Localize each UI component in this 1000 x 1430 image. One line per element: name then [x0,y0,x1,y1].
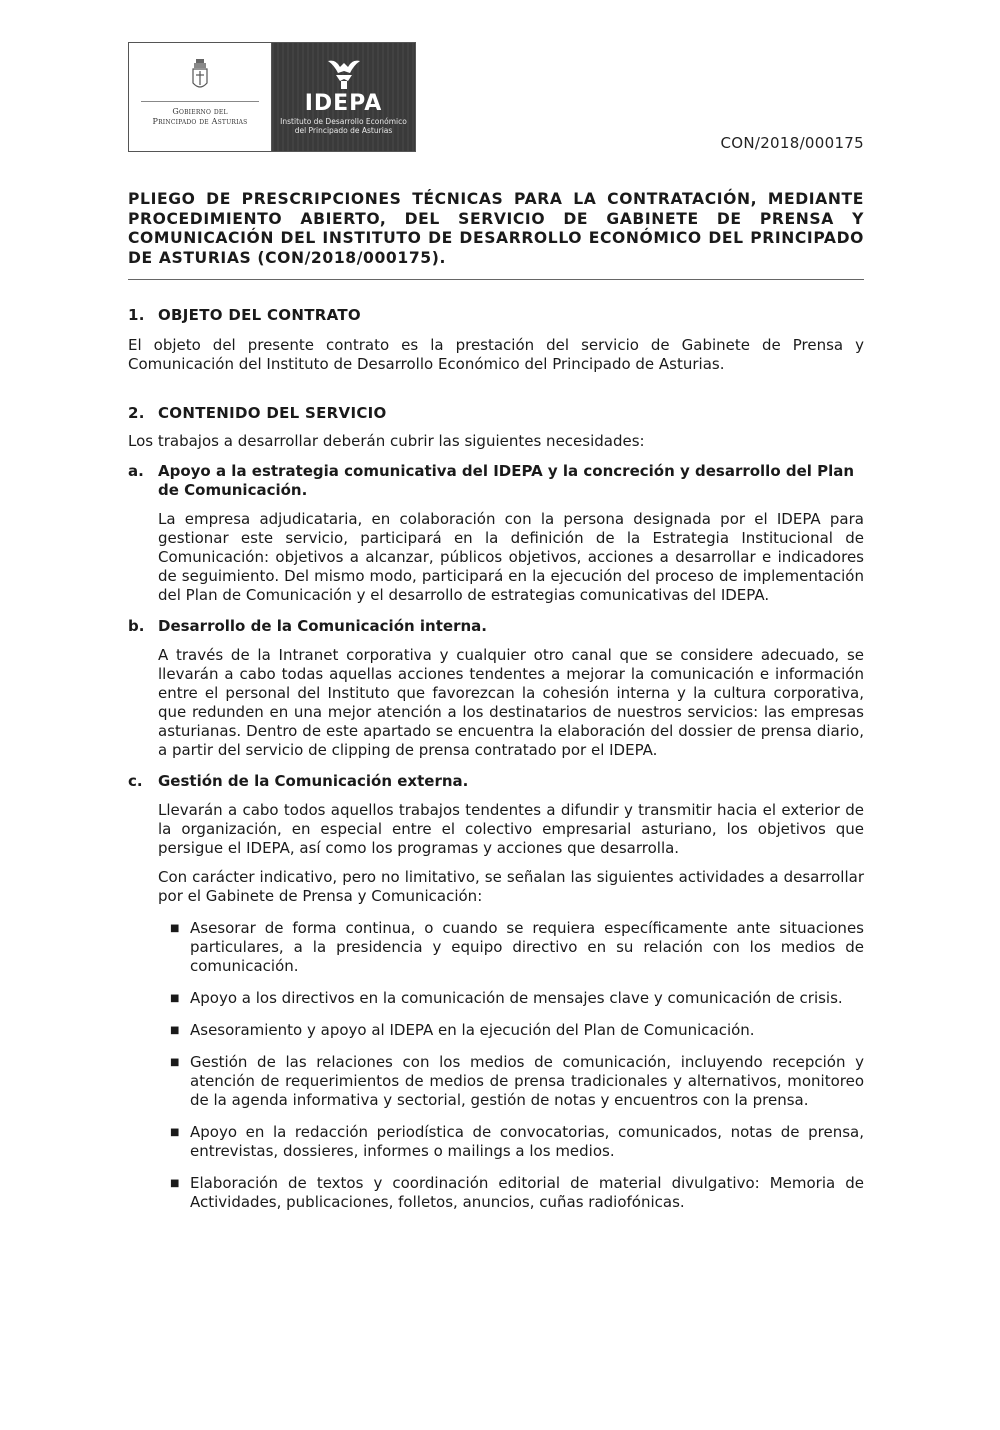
section-number: 2. [128,404,145,422]
list-item [158,919,864,976]
bullet-icon: ■ [170,1025,180,1036]
item-title: Desarrollo de la Comunicación interna. [158,617,487,635]
bullet-text: Apoyo a los directivos en la comunicación de mensajes clave y comunicación de crisis. [190,989,843,1007]
gobierno-line-1: Gobierno del [172,107,228,116]
idepa-subtitle-line-1: Instituto de Desarrollo Económico [280,117,407,126]
bullet-text: Elaboración de textos y coordinación editorial de material divulgativo: Memoria de Actividades, publicaciones, folletos, anuncios, cuñas radiofónicas. [190,1174,864,1211]
idepa-subtitle [272,117,415,135]
list-item [158,989,864,1008]
bullet-icon: ■ [170,1057,180,1068]
section-number: 1. [128,306,145,324]
idepa-name: IDEPA [304,91,383,116]
bullet-text: Apoyo en la redacción periodística de convocatorias, comunicados, notas de prensa, entrevistas, dossieres, informes o mailings a los medios. [190,1123,864,1160]
item-letter: a. [128,462,144,480]
list-item-a [128,462,864,500]
bullet-text: Gestión de las relaciones con los medios de comunicación, incluyendo recepción y atención de requerimientos de medios de prensa tradicionales y alternativos, monitoreo de la agenda informativa y sectorial, gestión de notas y encuentros con la prensa. [190,1053,864,1109]
bullet-icon: ■ [170,923,180,934]
item-body [158,801,864,1212]
section-heading-objeto [128,306,864,324]
item-body [158,646,864,760]
item-title: Gestión de la Comunicación externa. [158,772,469,790]
reference-number: CON/2018/000175 [720,134,864,152]
idepa-bird-icon [326,57,362,91]
item-paragraph: A través de la Intranet corporativa y cualquier otro canal que se considere adecuado, se llevarán a cabo todas aquellas acciones tendentes a mejorar la comunicación e información entre el personal del Instituto que favorezcan la cohesión interna y la cultura corporativa, que redunden en una mejor atención a los destinatarios de nuestros servicios: las empresas asturianas. Dentro de este apartado se encuentra la elaboración del dossier de prensa diario, a partir del servicio de clipping de prensa contratado por el IDEPA. [158,646,864,759]
section-title: OBJETO DEL CONTRATO [158,306,361,324]
gobierno-name [129,107,271,127]
item-paragraph: La empresa adjudicataria, en colaboración con la persona designada por el IDEPA para gestionar este servicio, participará en la definición de la Estrategia Institucional de Comunicación: objetivos a alcanzar, públicos objetivos, acciones a desarrollar e indicadores de seguimiento. Del mismo modo, participará en la ejecución del proceso de implementación del Plan de Comunicación y el desarrollo de estrategias comunicativas del IDEPA. [158,510,864,604]
list-item-b [128,617,864,636]
section-heading-contenido [128,404,864,422]
bullet-icon: ■ [170,1178,180,1189]
list-item-c [128,772,864,791]
bullet-icon: ■ [170,1127,180,1138]
document-page [128,42,864,1212]
list-item [158,1021,864,1040]
list-item [158,1053,864,1110]
bullet-text: Asesorar de forma continua, o cuando se requiera específicamente ante situaciones particulares, a la presidencia y equipo directivo en su relación con los medios de comunicación. [190,919,864,975]
item-paragraph: Llevarán a cabo todos aquellos trabajos tendentes a difundir y transmitir hacia el exterior de la organización, en especial entre el colectivo empresarial asturiano, los objetivos que persigue el IDEPA, así como los programas y acciones que desarrolla. [158,801,864,857]
logo-divider [141,101,259,102]
gobierno-line-2: Principado de Asturias [152,117,248,126]
item-paragraph-2: Con carácter indicativo, pero no limitativo, se señalan las siguientes actividades a desarrollar por el Gabinete de Prensa y Comunicación: [158,868,864,905]
idepa-logo [272,43,415,151]
page-header [128,42,864,154]
bullet-icon: ■ [170,993,180,1004]
activity-list [158,919,864,1212]
bullet-text: Asesoramiento y apoyo al IDEPA en la ejecución del Plan de Comunicación. [190,1021,755,1039]
gobierno-logo [129,43,272,151]
list-item [158,1174,864,1212]
section-paragraph: El objeto del presente contrato es la prestación del servicio de Gabinete de Prensa y Comunicación del Instituto de Desarrollo Económico del Principado de Asturias. [128,336,864,373]
section-title: CONTENIDO DEL SERVICIO [158,404,387,422]
logo-box [128,42,416,152]
section-intro: Los trabajos a desarrollar deberán cubrir las siguientes necesidades: [128,432,645,450]
title-divider [128,279,864,280]
coat-of-arms-icon [191,59,209,93]
list-item [158,1123,864,1161]
item-letter: c. [128,772,143,790]
item-letter: b. [128,617,145,635]
item-title: Apoyo a la estrategia comunicativa del IDEPA y la concreción y desarrollo del Plan de Comunicación. [158,462,855,499]
document-title: PLIEGO DE PRESCRIPCIONES TÉCNICAS PARA LA CONTRATACIÓN, MEDIANTE PROCEDIMIENTO ABIERTO, DEL SERVICIO DE GABINETE DE PRENSA Y COMUNICACIÓN DEL INSTITUTO DE DESARROLLO ECONÓMICO DEL PRINCIPADO DE ASTURIAS (CON/2018/000175). [128,190,864,267]
idepa-subtitle-line-2: del Principado de Asturias [294,126,393,135]
item-body [158,510,864,605]
